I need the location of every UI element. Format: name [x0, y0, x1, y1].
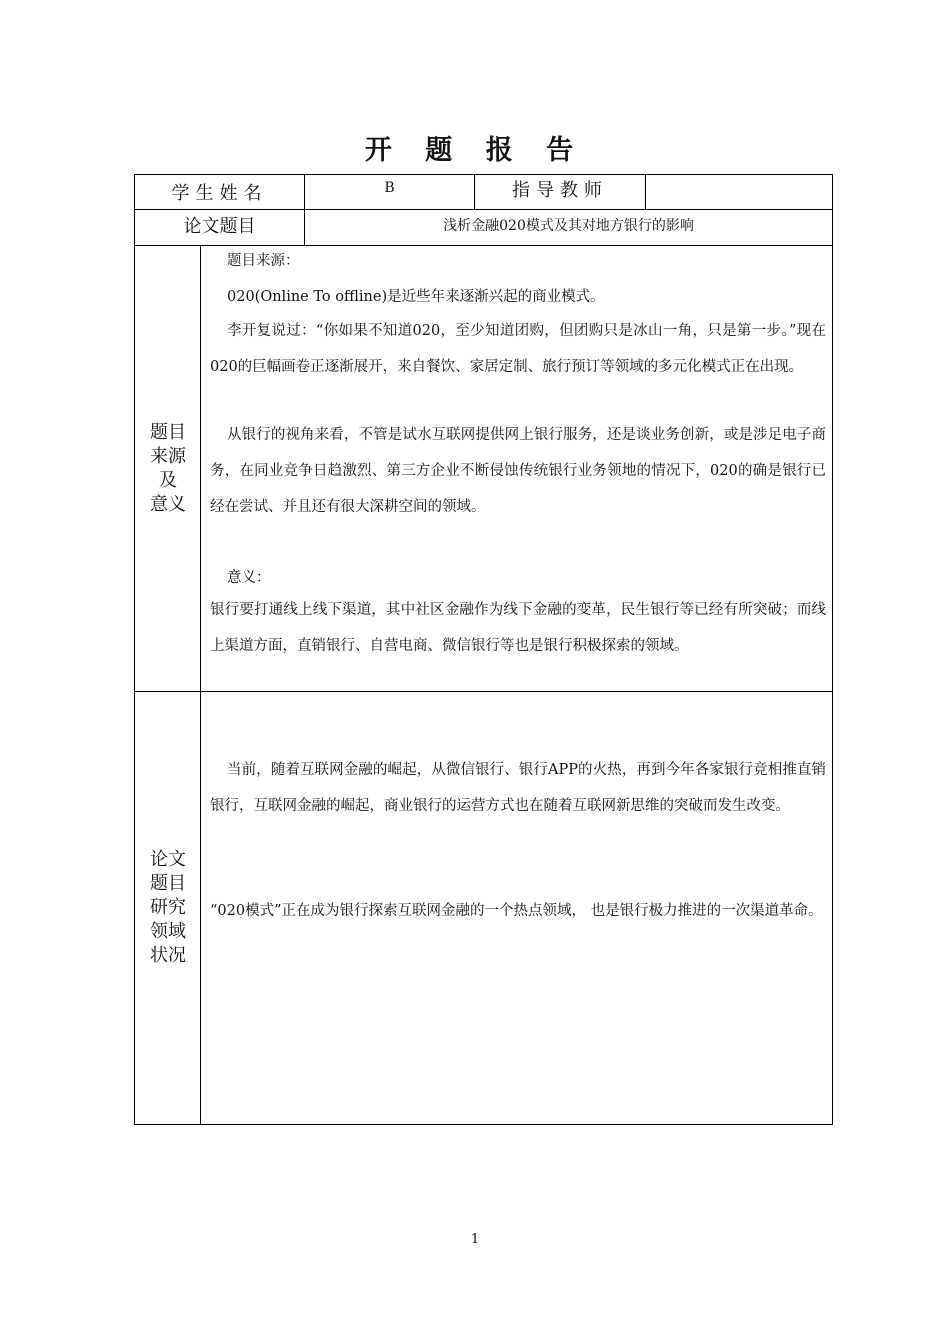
- source-paragraph-3: 从银行的视角来看，不管是试水互联网提供网上银行服务，还是谈业务创新，或是涉足电子商务，在同业竞争日趋激烈、第三方企业不断侵蚀传统银行业务领地的情况下，020的确是银行已经在尝试、并且还有很大深耕空间的领域。: [210, 427, 826, 515]
- research-paragraph-1: 当前，随着互联网金融的崛起，从微信银行、银行APP的火热，再到今年各家银行竞相推直销银行，互联网金融的崛起，商业银行的运营方式也在随着互联网新思维的突破而发生改变。: [210, 762, 826, 814]
- source-heading: 题目来源：: [227, 253, 300, 269]
- meaning-paragraph: 银行要打通线上线下渠道，其中社区金融作为线下金融的变革，民生银行等已经有所突破；而线上渠道方面，直销银行、自营电商、微信银行等也是银行积极探索的领域。: [210, 602, 826, 654]
- source-significance-label: 题目 来源 及 意义: [150, 422, 186, 515]
- source-paragraph-1: 020(Online To offline)是近些年来逐渐兴起的商业模式。: [227, 289, 605, 305]
- student-name-label: 学生姓名: [171, 183, 268, 204]
- advisor-value: [646, 175, 832, 209]
- column-divider: [200, 245, 201, 1125]
- source-paragraph-2: 李开复说过：“你如果不知道020，至少知道团购，但团购只是冰山一角，只是第一步。”现在020的巨幅画卷正逐渐展开，来自餐饮、家居定制、旅行预订等领域的多元化模式正在出现。: [210, 323, 826, 375]
- meaning-heading: 意义：: [227, 570, 271, 586]
- row-divider: [134, 691, 833, 692]
- research-paragraph-2: “020模式”正在成为银行探索互联网金融的一个热点领域， 也是银行极力推进的一次渠道革命。: [210, 903, 823, 919]
- thesis-topic-value: 浅析金融020模式及其对地方银行的影响: [443, 218, 694, 234]
- document-title: 开 题 报 告: [364, 135, 586, 166]
- page-number: 1: [470, 1232, 480, 1247]
- student-name-value: B: [384, 180, 395, 196]
- thesis-topic-label: 论文题目: [183, 216, 256, 237]
- research-status-label: 论文 题目 研究 领域 状况: [150, 849, 186, 966]
- advisor-label: 指导教师: [512, 180, 608, 201]
